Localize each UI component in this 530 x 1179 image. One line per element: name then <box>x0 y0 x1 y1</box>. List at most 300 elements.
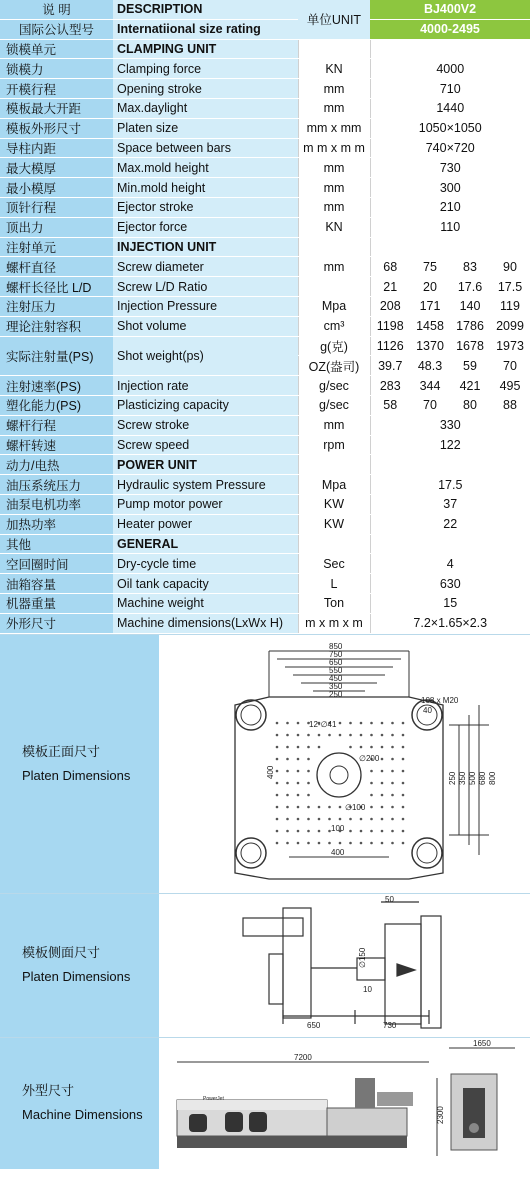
shot-volume-row-en: Shot volume <box>113 316 298 336</box>
section-power <box>0 455 530 475</box>
section-general-en: GENERAL <box>113 534 298 554</box>
bolt-hole <box>307 817 310 820</box>
bolt-hole <box>402 793 405 796</box>
screw-ld-row <box>0 277 530 297</box>
bolt-hole <box>276 721 279 724</box>
section-injection-unit <box>298 237 370 257</box>
side-dim-730: 730 <box>383 1020 397 1030</box>
screw-diameter-row-cn: 螺杆直径 <box>0 257 113 277</box>
bolt-hole <box>381 781 384 784</box>
screw-diameter-row-value-1: 68 <box>370 257 410 277</box>
general-row-4-unit: m x m x m <box>298 613 370 633</box>
section-clamping-en: CLAMPING UNIT <box>113 39 298 59</box>
dim-d100: ∅100 <box>345 802 366 812</box>
dim-bolt: 108 x M20 <box>421 695 459 705</box>
bolt-hole <box>318 745 321 748</box>
clamping-row-4-value: 1050×1050 <box>370 118 530 138</box>
general-row-2-cn: 油箱容量 <box>0 574 113 594</box>
bolt-hole <box>297 781 300 784</box>
plasticizing-row-en: Plasticizing capacity <box>113 395 298 415</box>
bolt-hole <box>391 745 394 748</box>
section-general-cn: 其他 <box>0 534 113 554</box>
platen-front-section <box>0 634 530 893</box>
plasticizing-row-cn: 塑化能力(PS) <box>0 395 113 415</box>
clamping-row-6-en: Max.mold height <box>113 158 298 178</box>
bolt-hole <box>381 817 384 820</box>
bolt-hole <box>286 829 289 832</box>
platen-side-drawing <box>159 894 530 1037</box>
general-row-1-cn: 空回圈时间 <box>0 554 113 574</box>
bolt-hole <box>339 805 342 808</box>
bolt-hole <box>402 745 405 748</box>
clamping-row-4 <box>0 118 530 138</box>
dim-800-v: 800 <box>488 771 497 785</box>
platen-front-label-en: Platen Dimensions <box>22 767 131 783</box>
power-row-1-cn: 油压系统压力 <box>0 475 113 495</box>
bolt-hole <box>286 781 289 784</box>
side-dim-650: 650 <box>307 1020 321 1030</box>
desc-cn: 说 明 <box>0 0 113 19</box>
clamping-row-9-en: Ejector force <box>113 217 298 237</box>
model-name: BJ400V2 <box>370 0 530 19</box>
section-injection-en: INJECTION UNIT <box>113 237 298 257</box>
brand-logo-text: PowerJet <box>203 1095 224 1102</box>
section-clamping-blank <box>370 39 530 59</box>
clamping-row-2 <box>0 79 530 99</box>
power-row-2-unit: KW <box>298 494 370 514</box>
clamping-row-8-value: 210 <box>370 197 530 217</box>
general-row-3-en: Machine weight <box>113 593 298 613</box>
rating-cn: 国际公认型号 <box>0 19 113 39</box>
clamping-row-7-cn: 最小模厚 <box>0 178 113 198</box>
clamping-row-1-cn: 锁模力 <box>0 59 113 79</box>
dim-350: 350 <box>329 681 343 691</box>
dim-40: 40 <box>423 705 432 715</box>
bolt-hole <box>339 721 342 724</box>
shot-volume-row-value-1: 1198 <box>370 316 410 336</box>
clamping-row-5-unit: m m x m m <box>298 138 370 158</box>
machine-label-cn: 外型尺寸 <box>22 1083 75 1098</box>
dim-750: 750 <box>329 649 343 659</box>
bolt-hole <box>370 817 373 820</box>
power-row-1-en: Hydraulic system Pressure <box>113 475 298 495</box>
power-row-1-value: 17.5 <box>370 475 530 495</box>
general-row-4-en: Machine dimensions(LxWx H) <box>113 613 298 633</box>
bolt-hole <box>328 841 331 844</box>
clamping-row-3 <box>0 98 530 118</box>
bolt-hole <box>402 781 405 784</box>
shot-volume-row-value-4: 2099 <box>490 316 530 336</box>
bolt-hole <box>297 793 300 796</box>
bolt-hole <box>276 745 279 748</box>
bolt-hole <box>370 769 373 772</box>
shot-weight-unit-oz: OZ(盎司) <box>298 356 370 376</box>
section-power-en: POWER UNIT <box>113 455 298 475</box>
bolt-hole <box>391 721 394 724</box>
power-row-1-unit: Mpa <box>298 475 370 495</box>
clamping-row-4-en: Platen size <box>113 118 298 138</box>
bolt-hole <box>307 757 310 760</box>
bolt-hole <box>349 829 352 832</box>
clamping-row-4-cn: 模板外形尺寸 <box>0 118 113 138</box>
clamping-row-7-unit: mm <box>298 178 370 198</box>
injection-rate-row-cn: 注射速率(PS) <box>0 376 113 396</box>
bolt-hole <box>391 769 394 772</box>
bolt-hole <box>402 721 405 724</box>
injection-pressure-row-cn: 注射压力 <box>0 296 113 316</box>
bolt-hole <box>276 769 279 772</box>
section-clamping <box>0 39 530 59</box>
power-row-2 <box>0 494 530 514</box>
bolt-hole <box>370 733 373 736</box>
shot-volume-row <box>0 316 530 336</box>
bolt-hole <box>349 817 352 820</box>
bolt-hole <box>360 841 363 844</box>
injection-rate-row-unit: g/sec <box>298 376 370 396</box>
screw-speed-row-unit: rpm <box>298 435 370 455</box>
bolt-hole <box>381 721 384 724</box>
general-row-3 <box>0 593 530 613</box>
power-row-2-cn: 油泵电机功率 <box>0 494 113 514</box>
general-row-4-value: 7.2×1.65×2.3 <box>370 613 530 633</box>
bolt-hole <box>391 817 394 820</box>
section-injection <box>0 237 530 257</box>
side-dim-d150: ∅150 <box>358 947 367 968</box>
clamping-row-2-en: Opening stroke <box>113 79 298 99</box>
bolt-hole <box>370 781 373 784</box>
bolt-hole <box>307 829 310 832</box>
bolt-hole <box>307 733 310 736</box>
power-row-3-en: Heater power <box>113 514 298 534</box>
bolt-hole <box>339 841 342 844</box>
power-row-3-unit: KW <box>298 514 370 534</box>
injection-pressure-row-en: Injection Pressure <box>113 296 298 316</box>
screw-ld-row-en: Screw L/D Ratio <box>113 277 298 297</box>
clamping-row-1-value: 4000 <box>370 59 530 79</box>
bolt-hole <box>286 769 289 772</box>
shot-weight-oz-2: 48.3 <box>410 356 450 376</box>
machine-dim-7200: 7200 <box>294 1052 312 1062</box>
general-row-2-value: 630 <box>370 574 530 594</box>
bolt-hole <box>370 745 373 748</box>
bolt-hole <box>297 721 300 724</box>
power-row-3-value: 22 <box>370 514 530 534</box>
screw-ld-row-value-3: 17.6 <box>450 277 490 297</box>
bolt-hole <box>360 745 363 748</box>
machine-section <box>0 1037 530 1169</box>
bolt-hole <box>286 745 289 748</box>
bolt-hole <box>307 805 310 808</box>
bolt-hole <box>297 745 300 748</box>
section-general-unit <box>298 534 370 554</box>
bolt-hole <box>339 733 342 736</box>
injection-pressure-row-value-4: 119 <box>490 296 530 316</box>
dim-650: 650 <box>329 657 343 667</box>
bolt-hole <box>297 769 300 772</box>
bolt-hole <box>297 733 300 736</box>
screw-diameter-row-value-4: 90 <box>490 257 530 277</box>
section-injection-blank <box>370 237 530 257</box>
general-row-3-cn: 机器重量 <box>0 593 113 613</box>
section-power-blank <box>370 455 530 475</box>
power-row-3-cn: 加热功率 <box>0 514 113 534</box>
clamping-row-6-value: 730 <box>370 158 530 178</box>
platen-side-svg <box>159 894 530 1037</box>
bolt-hole <box>318 805 321 808</box>
bolt-hole <box>391 793 394 796</box>
bolt-hole <box>328 733 331 736</box>
shot-weight-oz-1: 39.7 <box>370 356 410 376</box>
platen-front-svg <box>159 635 530 893</box>
bolt-hole <box>370 805 373 808</box>
bolt-hole <box>286 841 289 844</box>
bolt-hole <box>402 733 405 736</box>
bolt-hole <box>391 733 394 736</box>
clamping-row-7-en: Min.mold height <box>113 178 298 198</box>
bolt-hole <box>286 793 289 796</box>
section-clamping-cn: 锁模单元 <box>0 39 113 59</box>
dim-350-v: 350 <box>458 771 467 785</box>
bolt-hole <box>349 721 352 724</box>
clamping-row-6 <box>0 158 530 178</box>
screw-speed-row <box>0 435 530 455</box>
section-clamping-unit <box>298 39 370 59</box>
bolt-hole <box>339 817 342 820</box>
shot-volume-row-value-2: 1458 <box>410 316 450 336</box>
general-row-2-en: Oil tank capacity <box>113 574 298 594</box>
bolt-hole <box>307 781 310 784</box>
bolt-hole <box>381 757 384 760</box>
plasticizing-row-value-3: 80 <box>450 395 490 415</box>
screw-stroke-row-value: 330 <box>370 415 530 435</box>
bolt-hole <box>318 841 321 844</box>
plasticizing-row-unit: g/sec <box>298 395 370 415</box>
clamping-row-9 <box>0 217 530 237</box>
bolt-hole <box>402 817 405 820</box>
clamping-row-1 <box>0 59 530 79</box>
clamping-row-5-cn: 导柱内距 <box>0 138 113 158</box>
bolt-hole <box>381 769 384 772</box>
clamping-row-6-cn: 最大模厚 <box>0 158 113 178</box>
bolt-hole <box>297 805 300 808</box>
bolt-hole <box>286 733 289 736</box>
section-general <box>0 534 530 554</box>
section-power-cn: 动力/电热 <box>0 455 113 475</box>
shot-volume-row-unit: cm³ <box>298 316 370 336</box>
clamping-row-8-unit: mm <box>298 197 370 217</box>
shot-weight-oz-4: 70 <box>490 356 530 376</box>
bolt-hole <box>286 757 289 760</box>
clamping-row-9-value: 110 <box>370 217 530 237</box>
injection-pressure-row-value-1: 208 <box>370 296 410 316</box>
bolt-hole <box>391 841 394 844</box>
bolt-hole <box>402 757 405 760</box>
bolt-hole <box>349 745 352 748</box>
machine-dim-1650: 1650 <box>473 1038 491 1048</box>
screw-ld-row-cn: 螺杆长径比 L/D <box>0 277 113 297</box>
bolt-hole <box>297 829 300 832</box>
power-row-1 <box>0 475 530 495</box>
clamping-row-4-unit: mm x mm <box>298 118 370 138</box>
unit-header: 单位UNIT <box>298 0 370 39</box>
bolt-hole <box>349 841 352 844</box>
bolt-hole <box>276 829 279 832</box>
dim-400-h: 400 <box>331 847 345 857</box>
section-injection-cn: 注射单元 <box>0 237 113 257</box>
bolt-hole <box>276 817 279 820</box>
bolt-hole <box>276 781 279 784</box>
bolt-hole <box>381 841 384 844</box>
plasticizing-row-value-2: 70 <box>410 395 450 415</box>
bolt-hole <box>360 829 363 832</box>
screw-diameter-row <box>0 257 530 277</box>
bolt-hole <box>360 817 363 820</box>
shot-weight-row-g <box>0 336 530 356</box>
bolt-hole <box>391 781 394 784</box>
dim-400-v: 400 <box>266 765 275 779</box>
bolt-hole <box>318 817 321 820</box>
bolt-hole <box>276 841 279 844</box>
screw-ld-row-unit <box>298 277 370 297</box>
power-row-2-en: Pump motor power <box>113 494 298 514</box>
header-row-2 <box>0 19 530 39</box>
shot-volume-row-cn: 理论注射容积 <box>0 316 113 336</box>
dim-d200: ∅200 <box>359 753 380 763</box>
bolt-hole <box>276 805 279 808</box>
header-row-1 <box>0 0 530 19</box>
screw-diameter-row-en: Screw diameter <box>113 257 298 277</box>
screw-ld-row-value-4: 17.5 <box>490 277 530 297</box>
bolt-hole <box>307 745 310 748</box>
screw-stroke-row-cn: 螺杆行程 <box>0 415 113 435</box>
clamping-row-8 <box>0 197 530 217</box>
clamping-row-5-value: 740×720 <box>370 138 530 158</box>
clamping-row-3-cn: 模板最大开距 <box>0 98 113 118</box>
platen-side-label-en: Platen Dimensions <box>22 969 131 984</box>
bolt-hole <box>381 733 384 736</box>
general-row-1 <box>0 554 530 574</box>
bolt-hole <box>402 841 405 844</box>
platen-front-label-cn: 模板正面尺寸 <box>22 743 101 759</box>
injection-rate-row-value-1: 283 <box>370 376 410 396</box>
bolt-hole <box>297 841 300 844</box>
model-code: 4000-2495 <box>370 19 530 39</box>
power-row-3 <box>0 514 530 534</box>
bolt-hole <box>276 793 279 796</box>
shot-weight-oz-3: 59 <box>450 356 490 376</box>
screw-stroke-row <box>0 415 530 435</box>
clamping-row-5-en: Space between bars <box>113 138 298 158</box>
bolt-hole <box>318 829 321 832</box>
shot-weight-unit-g: g(克) <box>298 336 370 356</box>
injection-pressure-row-unit: Mpa <box>298 296 370 316</box>
general-row-4 <box>0 613 530 633</box>
bolt-hole <box>286 805 289 808</box>
screw-ld-row-value-1: 21 <box>370 277 410 297</box>
shot-weight-en: Shot weight(ps) <box>113 336 298 376</box>
clamping-row-6-unit: mm <box>298 158 370 178</box>
machine-svg <box>159 1038 530 1169</box>
machine-label-en: Machine Dimensions <box>22 1107 143 1122</box>
shot-weight-g-1: 1126 <box>370 336 410 356</box>
bolt-hole <box>328 805 331 808</box>
dim-550: 550 <box>329 665 343 675</box>
general-row-3-unit: Ton <box>298 593 370 613</box>
general-row-4-cn: 外形尺寸 <box>0 613 113 633</box>
clamping-row-9-unit: KN <box>298 217 370 237</box>
bolt-hole <box>402 769 405 772</box>
clamping-row-2-unit: mm <box>298 79 370 99</box>
bolt-hole <box>391 829 394 832</box>
bolt-hole <box>402 805 405 808</box>
shot-weight-g-3: 1678 <box>450 336 490 356</box>
machine-dim-2300: 2300 <box>436 1105 445 1124</box>
shot-volume-row-value-3: 1786 <box>450 316 490 336</box>
dim-250-v: 250 <box>448 771 457 785</box>
power-row-2-value: 37 <box>370 494 530 514</box>
general-row-3-value: 15 <box>370 593 530 613</box>
bolt-hole <box>318 733 321 736</box>
clamping-row-3-en: Max.daylight <box>113 98 298 118</box>
dim-100: 100 <box>331 823 345 833</box>
side-dim-10: 10 <box>363 984 372 994</box>
bolt-hole <box>370 829 373 832</box>
dim-250: 250 <box>329 689 343 699</box>
injection-rate-row-value-2: 344 <box>410 376 450 396</box>
bolt-hole <box>307 769 310 772</box>
clamping-row-3-value: 1440 <box>370 98 530 118</box>
section-general-blank <box>370 534 530 554</box>
injection-pressure-row-value-2: 171 <box>410 296 450 316</box>
screw-stroke-row-unit: mm <box>298 415 370 435</box>
bolt-hole <box>381 745 384 748</box>
bolt-hole <box>370 793 373 796</box>
screw-speed-row-en: Screw speed <box>113 435 298 455</box>
injection-rate-row-value-3: 421 <box>450 376 490 396</box>
screw-ld-row-value-2: 20 <box>410 277 450 297</box>
plasticizing-row <box>0 395 530 415</box>
clamping-row-8-cn: 顶针行程 <box>0 197 113 217</box>
shot-weight-g-4: 1973 <box>490 336 530 356</box>
side-dim-50: 50 <box>385 894 394 904</box>
bolt-hole <box>297 757 300 760</box>
clamping-row-5 <box>0 138 530 158</box>
clamping-row-3-unit: mm <box>298 98 370 118</box>
clamping-row-7 <box>0 178 530 198</box>
clamping-row-8-en: Ejector stroke <box>113 197 298 217</box>
bolt-hole <box>370 841 373 844</box>
general-row-2 <box>0 574 530 594</box>
bolt-hole <box>307 793 310 796</box>
shot-weight-g-2: 1370 <box>410 336 450 356</box>
plasticizing-row-value-4: 88 <box>490 395 530 415</box>
injection-pressure-row-value-3: 140 <box>450 296 490 316</box>
clamping-row-1-unit: KN <box>298 59 370 79</box>
bolt-hole <box>349 733 352 736</box>
screw-speed-row-value: 122 <box>370 435 530 455</box>
bolt-hole <box>286 721 289 724</box>
platen-side-section <box>0 893 530 1037</box>
general-row-1-value: 4 <box>370 554 530 574</box>
screw-stroke-row-en: Screw stroke <box>113 415 298 435</box>
general-row-2-unit: L <box>298 574 370 594</box>
clamping-row-9-cn: 顶出力 <box>0 217 113 237</box>
dim-500-v: 500 <box>468 771 477 785</box>
dim-450: 450 <box>329 673 343 683</box>
bolt-hole <box>391 805 394 808</box>
clamping-row-7-value: 300 <box>370 178 530 198</box>
shot-weight-cn: 实际注射量(PS) <box>0 336 113 376</box>
